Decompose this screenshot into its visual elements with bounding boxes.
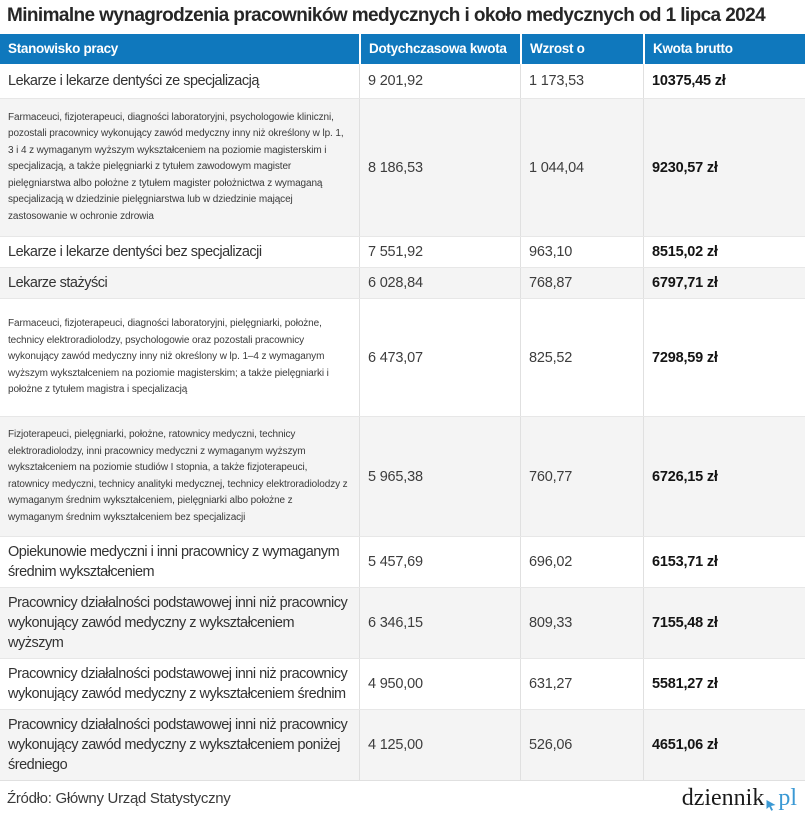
cell-gross-amount: 8515,02 zł — [643, 237, 805, 267]
cell-position: Farmaceuci, fizjoterapeuci, diagności laboratoryjni, psychologowie kliniczni, pozostali pracownicy wykonujący zawód medyczny inny niż określony w lp. 1, 3 i 4 z wymaganym wyższym wykształceniem na poziomie magisterskim i specjalizacją, a także pielęgniarki z tytułem zawodowym magister pielęgniarstwa albo położne z tytułem magister położnictwa z wymaganą specjalizacją w dziedzinie pielęgniarstwa lub w dziedzinie mającej zastosowanie w ochronie zdrowia — [8, 111, 344, 222]
footer — [0, 781, 805, 819]
cell-gross-amount: 5581,27 zł — [643, 659, 805, 709]
cell-gross-amount: 6797,71 zł — [643, 268, 805, 298]
cell-gross-amount: 9230,57 zł — [643, 99, 805, 236]
table-row — [0, 587, 805, 658]
table-row — [0, 709, 805, 780]
cell-position: Pracownicy działalności podstawowej inni niż pracownicy wykonujący zawód medyczny z wykształceniem poniżej średniego — [8, 717, 348, 773]
cell-position: Fizjoterapeuci, pielęgniarki, położne, ratownicy medyczni, technicy elektroradiolodzy, inni pracownicy medyczni z wymaganym wyższym wykształceniem na poziomie studiów I stopnia, a także fizjoterapeuci, ratownicy medyczni, technicy analityki medycznej, technicy elektroradiolodzy z wymaganym średnim wykształceniem, pielęgniarki albo położne z wymaganym średnim wykształceniem bez specjalizacji — [8, 429, 348, 523]
column-header-increase: Wzrost o — [520, 34, 643, 64]
cell-current-amount: 6 346,15 — [359, 588, 520, 658]
cell-gross-amount: 6726,15 zł — [643, 417, 805, 536]
cell-increase: 526,06 — [520, 710, 643, 780]
cell-gross-amount: 7155,48 zł — [643, 588, 805, 658]
cell-position: Pracownicy działalności podstawowej inni niż pracownicy wykonujący zawód medyczny z wykształceniem średnim — [8, 666, 348, 702]
cell-increase: 1 173,53 — [520, 64, 643, 98]
column-header-current-amount: Dotychczasowa kwota — [359, 34, 520, 64]
cell-current-amount: 4 950,00 — [359, 659, 520, 709]
cell-current-amount: 9 201,92 — [359, 64, 520, 98]
source-note: Źródło: Główny Urząd Statystyczny — [7, 789, 231, 807]
cell-increase: 696,02 — [520, 537, 643, 587]
table-header-row — [0, 34, 805, 64]
cell-current-amount: 6 028,84 — [359, 268, 520, 298]
table-body — [0, 64, 805, 781]
cell-current-amount: 4 125,00 — [359, 710, 520, 780]
cell-position: Lekarze stażyści — [8, 275, 108, 291]
cell-current-amount: 8 186,53 — [359, 99, 520, 236]
column-header-position: Stanowisko pracy — [8, 41, 118, 56]
table-row — [0, 267, 805, 298]
cursor-icon — [765, 799, 777, 811]
cell-increase: 809,33 — [520, 588, 643, 658]
cell-increase: 825,52 — [520, 299, 643, 416]
table-row — [0, 536, 805, 587]
cell-position: Opiekunowie medyczni i inni pracownicy z wymaganym średnim wykształceniem — [8, 544, 340, 580]
cell-gross-amount: 7298,59 zł — [643, 299, 805, 416]
table-row — [0, 298, 805, 416]
cell-increase: 768,87 — [520, 268, 643, 298]
table-row — [0, 64, 805, 98]
table-row — [0, 416, 805, 536]
cell-increase: 631,27 — [520, 659, 643, 709]
cell-increase: 1 044,04 — [520, 99, 643, 236]
cell-position: Farmaceuci, fizjoterapeuci, diagności laboratoryjni, pielęgniarki, położne, technicy elektroradiolodzy, psychologowie oraz pozostali pracownicy wykonujący zawód medyczny inny niż określony w lp. 1–4 z wymaganym wyższym wykształceniem na poziomie magisterskim; a także pielęgniarki i położne z tytułem magistra i specjalizacją — [8, 318, 329, 396]
cell-current-amount: 5 965,38 — [359, 417, 520, 536]
cell-current-amount: 5 457,69 — [359, 537, 520, 587]
cell-increase: 760,77 — [520, 417, 643, 536]
logo-text: dziennik — [681, 785, 765, 811]
cell-gross-amount: 6153,71 zł — [643, 537, 805, 587]
page-title: Minimalne wynagrodzenia pracowników medycznych i około medycznych od 1 lipca 2024 — [7, 5, 766, 26]
cell-gross-amount: 4651,06 zł — [643, 710, 805, 780]
cell-current-amount: 7 551,92 — [359, 237, 520, 267]
salary-table — [0, 34, 805, 781]
logo-suffix: pl — [778, 785, 797, 811]
dziennik-logo — [682, 785, 797, 811]
table-row — [0, 236, 805, 267]
cell-gross-amount: 10375,45 zł — [643, 64, 805, 98]
column-header-gross-amount: Kwota brutto — [643, 34, 805, 64]
cell-position: Pracownicy działalności podstawowej inni niż pracownicy wykonujący zawód medyczny z wykształceniem wyższym — [8, 595, 348, 651]
cell-increase: 963,10 — [520, 237, 643, 267]
cell-current-amount: 6 473,07 — [359, 299, 520, 416]
cell-position: Lekarze i lekarze dentyści bez specjalizacji — [8, 244, 262, 260]
table-row — [0, 658, 805, 709]
cell-position: Lekarze i lekarze dentyści ze specjalizacją — [8, 73, 259, 89]
table-row — [0, 98, 805, 236]
